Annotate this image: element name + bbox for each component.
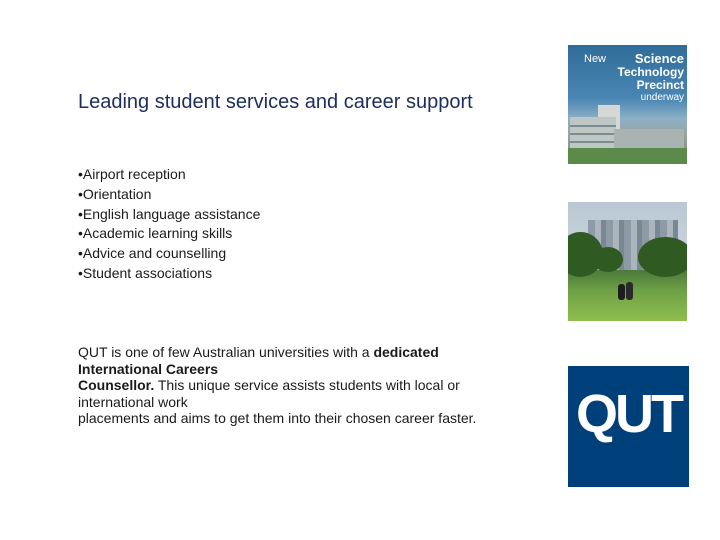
science-precinct-image: [568, 45, 687, 164]
paragraph-line-4: international work: [78, 393, 188, 410]
qut-logo-text: QUT: [576, 384, 681, 444]
paragraph-line-2: International Careers: [78, 360, 219, 377]
list-item: •English language assistance: [78, 205, 261, 222]
careers-paragraph: [78, 344, 528, 427]
page-title: Leading student services and career support: [78, 91, 473, 113]
lawn-shape: [568, 148, 687, 164]
tree-shape: [638, 237, 687, 277]
list-item: •Student associations: [78, 264, 213, 281]
person-shape: [618, 284, 625, 300]
poster-precinct-text: Precinct: [636, 78, 684, 92]
list-item: •Advice and counselling: [78, 245, 227, 262]
paragraph-line-3: Counsellor. This unique service assists students with local or: [78, 377, 460, 393]
services-list: [78, 165, 260, 284]
poster-science-text: Science: [634, 51, 684, 66]
poster-new-text: New: [584, 53, 607, 65]
tree-shape: [593, 247, 623, 272]
qut-logo: [568, 366, 689, 487]
list-item: •Academic learning skills: [78, 225, 233, 242]
poster-technology-text: Technology: [617, 65, 684, 79]
list-item: •Orientation: [78, 185, 152, 202]
poster-underway-text: underway: [640, 92, 684, 103]
person-shape: [626, 282, 633, 300]
campus-lawn-image: [568, 202, 687, 321]
paragraph-line-1: QUT is one of few Australian universities with a dedicated: [78, 344, 439, 360]
list-item: •Airport reception: [78, 166, 186, 182]
paragraph-line-5: placements and aims to get them into their chosen career faster.: [78, 410, 477, 426]
